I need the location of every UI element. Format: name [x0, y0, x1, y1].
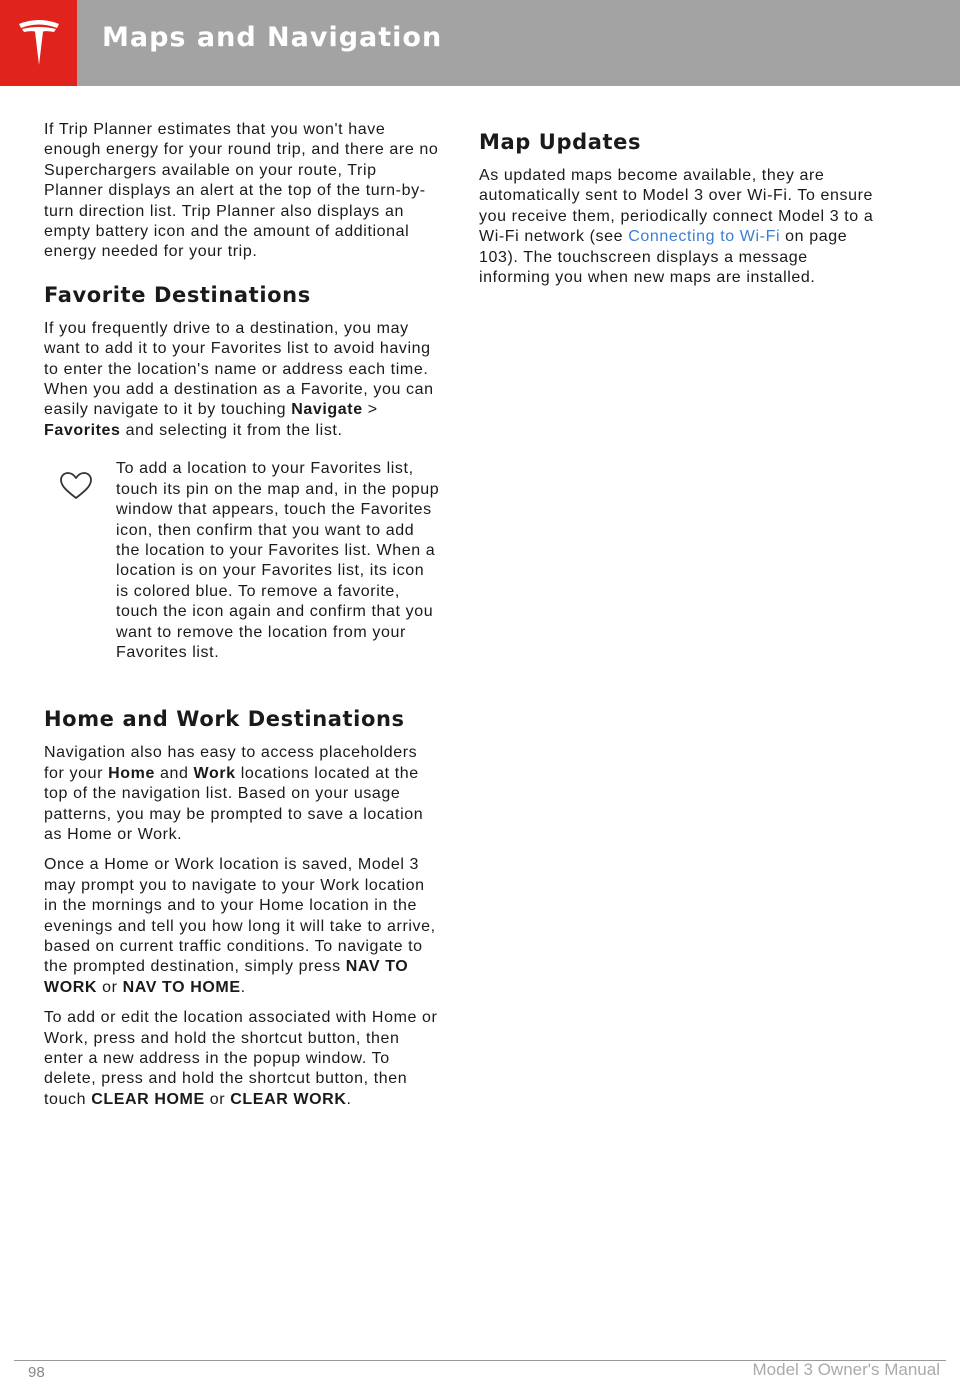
favorite-destinations-section [44, 283, 440, 674]
left-column [44, 120, 440, 1120]
home-work-section [44, 707, 440, 1110]
brand-logo [0, 0, 77, 86]
map-updates-paragraph: As updated maps become available, they are automatically sent to Model 3 over Wi-Fi. To ensure you receive them, periodically connect Model 3 to a Wi-Fi network (see Connecting to Wi-Fi on page 103). The touchscreen displays a message informing you when new maps are installed. [479, 167, 874, 287]
intro-paragraph: If Trip Planner estimates that you won't have enough energy for your round trip, and there are no Superchargers available on your route, Trip Planner displays an alert at the top of the turn-by-turn direction list. Trip Planner also displays an empty battery icon and the amount of additional energy needed for your trip. [44, 121, 439, 261]
map-updates-heading: Map Updates [479, 130, 642, 154]
heart-icon [59, 471, 93, 501]
page-number: 98 [28, 1364, 45, 1381]
right-column [479, 130, 879, 298]
tesla-logo-icon [16, 18, 62, 68]
home-work-paragraph-2: Once a Home or Work location is saved, Model 3 may prompt you to navigate to your Work location in the mornings and to your Home location in the evenings and tell you how long it will take to arrive, based on current traffic conditions. To navigate to the prompted destination, simply press NAV TO WORK or NAV TO HOME. [44, 856, 436, 996]
home-work-paragraph-1: Navigation also has easy to access placeholders for your Home and Work locations located at the top of the navigation list. Based on your usage patterns, you may be prompted to save a location as Home or Work. [44, 744, 424, 843]
favorites-paragraph: If you frequently drive to a destination, you may want to add it to your Favorites list to avoid having to enter the location's name or address each time. When you add a destination as a Favorite, you can easily navigate to it by touching Navigate > Favorites and selecting it from the list. [44, 319, 434, 439]
favorites-note [44, 459, 440, 673]
favorite-destinations-heading: Favorite Destinations [44, 282, 311, 307]
home-work-heading: Home and Work Destinations [44, 707, 405, 732]
connecting-to-wifi-link[interactable]: Connecting to Wi-Fi [628, 228, 781, 246]
page-header [0, 0, 960, 86]
home-work-paragraph-3: To add or edit the location associated with Home or Work, press and hold the shortcut button, then enter a new address in the popup window. To delete, press and hold the shortcut button, then touch CLEAR HOME or CLEAR WORK. [44, 1009, 438, 1108]
manual-title: Model 3 Owner's Manual [752, 1360, 940, 1379]
page-title: Maps and Navigation [102, 22, 443, 53]
favorites-note-text: To add a location to your Favorites list, touch its pin on the map and, in the popup window that appears, touch the Favorites icon, then confirm that you want to add the location to your Favorites list. When a location is on your Favorites list, its icon is colored blue. To remove a favorite, touch the icon again and confirm that you want to remove the location from your Favorites list. [116, 460, 440, 661]
